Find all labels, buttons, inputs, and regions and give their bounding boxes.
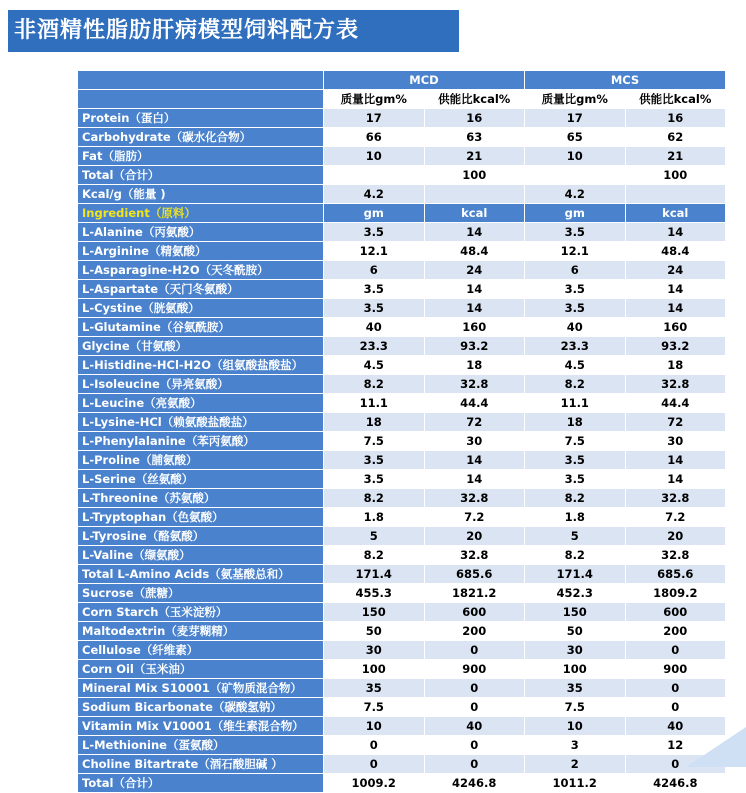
value-cell: 7.5 bbox=[324, 698, 425, 717]
value-cell: 0 bbox=[424, 641, 525, 660]
value-cell: 18 bbox=[324, 413, 425, 432]
value-cell: 40 bbox=[525, 318, 626, 337]
value-cell: 1.8 bbox=[525, 508, 626, 527]
value-cell: 3.5 bbox=[525, 280, 626, 299]
ingredient-header-label: Ingredient（原料） bbox=[78, 204, 324, 223]
value-cell: 40 bbox=[324, 318, 425, 337]
value-cell: 30 bbox=[525, 641, 626, 660]
value-cell: 3.5 bbox=[324, 470, 425, 489]
table-row bbox=[78, 223, 726, 242]
table-row bbox=[78, 698, 726, 717]
table-row bbox=[78, 109, 726, 128]
value-cell: 32.8 bbox=[424, 375, 525, 394]
row-label: Total（合计） bbox=[78, 166, 324, 185]
value-cell: 100 bbox=[424, 166, 525, 185]
value-cell: 14 bbox=[625, 299, 726, 318]
table-row bbox=[78, 641, 726, 660]
row-label: Carbohydrate（碳水化合物） bbox=[78, 128, 324, 147]
value-cell: 1.8 bbox=[324, 508, 425, 527]
value-cell: 66 bbox=[324, 128, 425, 147]
value-cell: 3.5 bbox=[324, 299, 425, 318]
table-row bbox=[78, 185, 726, 204]
value-cell: 5 bbox=[324, 527, 425, 546]
value-cell: 62 bbox=[625, 128, 726, 147]
value-cell: 4.2 bbox=[525, 185, 626, 204]
value-cell: 48.4 bbox=[625, 242, 726, 261]
table-row bbox=[78, 128, 726, 147]
value-cell: 18 bbox=[625, 356, 726, 375]
value-cell: 7.5 bbox=[525, 698, 626, 717]
value-cell: 5 bbox=[525, 527, 626, 546]
table-row bbox=[78, 622, 726, 641]
row-label: Sodium Bicarbonate（碳酸氢钠） bbox=[78, 698, 324, 717]
value-cell: 1009.2 bbox=[324, 774, 425, 793]
value-cell: 14 bbox=[424, 451, 525, 470]
value-cell: 3.5 bbox=[525, 470, 626, 489]
value-cell: 0 bbox=[424, 736, 525, 755]
row-label: Glycine（甘氨酸） bbox=[78, 337, 324, 356]
value-cell: 23.3 bbox=[525, 337, 626, 356]
value-cell: 0 bbox=[625, 679, 726, 698]
subheader-cell: 质量比gm% bbox=[525, 90, 626, 109]
row-label: L-Tryptophan（色氨酸） bbox=[78, 508, 324, 527]
value-cell: 17 bbox=[525, 109, 626, 128]
row-label: L-Arginine（精氨酸） bbox=[78, 242, 324, 261]
header-corner bbox=[78, 71, 324, 90]
value-cell: 10 bbox=[324, 147, 425, 166]
value-cell: 3.5 bbox=[324, 280, 425, 299]
row-label: L-Asparagine-H2O（天冬酰胺） bbox=[78, 261, 324, 280]
row-label: Total（合计） bbox=[78, 774, 324, 793]
value-cell: 63 bbox=[424, 128, 525, 147]
unit-cell: kcal bbox=[625, 204, 726, 223]
value-cell: 18 bbox=[525, 413, 626, 432]
row-label: L-Phenylalanine（苯丙氨酸） bbox=[78, 432, 324, 451]
row-label: L-Glutamine（谷氨酰胺） bbox=[78, 318, 324, 337]
value-cell: 100 bbox=[525, 660, 626, 679]
value-cell: 4246.8 bbox=[625, 774, 726, 793]
value-cell: 455.3 bbox=[324, 584, 425, 603]
row-label: Choline Bitartrate（酒石酸胆碱 ） bbox=[78, 755, 324, 774]
value-cell: 2 bbox=[525, 755, 626, 774]
value-cell: 6 bbox=[525, 261, 626, 280]
row-label: Vitamin Mix V10001（维生素混合物） bbox=[78, 717, 324, 736]
row-label: Corn Starch（玉米淀粉） bbox=[78, 603, 324, 622]
value-cell: 30 bbox=[324, 641, 425, 660]
value-cell: 40 bbox=[625, 717, 726, 736]
row-label: L-Lysine-HCl（赖氨酸盐酸盐） bbox=[78, 413, 324, 432]
value-cell: 3.5 bbox=[525, 451, 626, 470]
row-label: Maltodextrin（麦芽糊精） bbox=[78, 622, 324, 641]
value-cell: 452.3 bbox=[525, 584, 626, 603]
value-cell bbox=[324, 166, 425, 185]
value-cell: 4.5 bbox=[324, 356, 425, 375]
table-row bbox=[78, 508, 726, 527]
table-row bbox=[78, 679, 726, 698]
value-cell: 200 bbox=[424, 622, 525, 641]
value-cell: 11.1 bbox=[525, 394, 626, 413]
row-label: Mineral Mix S10001（矿物质混合物） bbox=[78, 679, 324, 698]
row-label: L-Valine（缬氨酸） bbox=[78, 546, 324, 565]
subheader-row bbox=[78, 90, 726, 109]
value-cell: 7.5 bbox=[324, 432, 425, 451]
value-cell: 900 bbox=[625, 660, 726, 679]
value-cell: 14 bbox=[625, 280, 726, 299]
ingredient-section bbox=[78, 223, 726, 793]
value-cell: 7.5 bbox=[525, 432, 626, 451]
value-cell: 24 bbox=[424, 261, 525, 280]
value-cell: 32.8 bbox=[625, 546, 726, 565]
value-cell: 12 bbox=[625, 736, 726, 755]
value-cell: 7.2 bbox=[424, 508, 525, 527]
value-cell bbox=[625, 185, 726, 204]
value-cell: 20 bbox=[625, 527, 726, 546]
value-cell: 200 bbox=[625, 622, 726, 641]
row-label: L-Tyrosine（酪氨酸） bbox=[78, 527, 324, 546]
value-cell: 4246.8 bbox=[424, 774, 525, 793]
value-cell: 0 bbox=[424, 755, 525, 774]
value-cell: 1011.2 bbox=[525, 774, 626, 793]
row-label: Protein（蛋白） bbox=[78, 109, 324, 128]
table-row bbox=[78, 432, 726, 451]
value-cell: 21 bbox=[424, 147, 525, 166]
value-cell: 8.2 bbox=[525, 489, 626, 508]
value-cell: 3.5 bbox=[324, 223, 425, 242]
table-row bbox=[78, 451, 726, 470]
value-cell: 65 bbox=[525, 128, 626, 147]
group-header-mcd: MCD bbox=[324, 71, 525, 90]
value-cell: 48.4 bbox=[424, 242, 525, 261]
row-label: Cellulose（纤维素） bbox=[78, 641, 324, 660]
row-label: L-Alanine（丙氨酸） bbox=[78, 223, 324, 242]
value-cell: 14 bbox=[424, 299, 525, 318]
value-cell: 4.5 bbox=[525, 356, 626, 375]
row-label: L-Aspartate（天门冬氨酸） bbox=[78, 280, 324, 299]
value-cell: 685.6 bbox=[625, 565, 726, 584]
unit-cell: gm bbox=[324, 204, 425, 223]
value-cell: 93.2 bbox=[625, 337, 726, 356]
group-header-row bbox=[78, 71, 726, 90]
table-row bbox=[78, 717, 726, 736]
row-label: Kcal/g（能量 ) bbox=[78, 185, 324, 204]
page-title: 非酒精性脂肪肝病模型饲料配方表 bbox=[8, 10, 459, 52]
value-cell: 32.8 bbox=[424, 546, 525, 565]
ingredient-header-section bbox=[78, 204, 726, 223]
value-cell: 12.1 bbox=[324, 242, 425, 261]
subheader-cell: 供能比kcal% bbox=[625, 90, 726, 109]
row-label: L-Threonine（苏氨酸） bbox=[78, 489, 324, 508]
row-label: L-Histidine-HCl-H2O（组氨酸盐酸盐） bbox=[78, 356, 324, 375]
value-cell: 32.8 bbox=[625, 489, 726, 508]
value-cell: 24 bbox=[625, 261, 726, 280]
value-cell: 10 bbox=[525, 147, 626, 166]
table-row bbox=[78, 489, 726, 508]
row-label: Total L-Amino Acids（氨基酸总和） bbox=[78, 565, 324, 584]
value-cell: 3.5 bbox=[324, 451, 425, 470]
row-label: L-Proline（脯氨酸） bbox=[78, 451, 324, 470]
value-cell: 100 bbox=[625, 166, 726, 185]
value-cell: 160 bbox=[424, 318, 525, 337]
value-cell: 23.3 bbox=[324, 337, 425, 356]
table-row bbox=[78, 584, 726, 603]
value-cell: 35 bbox=[324, 679, 425, 698]
table-row bbox=[78, 318, 726, 337]
value-cell: 11.1 bbox=[324, 394, 425, 413]
value-cell: 6 bbox=[324, 261, 425, 280]
table-row bbox=[78, 470, 726, 489]
unit-cell: gm bbox=[525, 204, 626, 223]
value-cell: 8.2 bbox=[324, 375, 425, 394]
value-cell: 21 bbox=[625, 147, 726, 166]
value-cell: 171.4 bbox=[324, 565, 425, 584]
subheader-cell: 供能比kcal% bbox=[424, 90, 525, 109]
value-cell: 160 bbox=[625, 318, 726, 337]
summary-section bbox=[78, 109, 726, 204]
value-cell: 14 bbox=[625, 451, 726, 470]
row-label: L-Serine（丝氨酸） bbox=[78, 470, 324, 489]
value-cell: 40 bbox=[424, 717, 525, 736]
value-cell bbox=[525, 166, 626, 185]
value-cell: 14 bbox=[424, 223, 525, 242]
table-row bbox=[78, 565, 726, 584]
value-cell: 0 bbox=[625, 641, 726, 660]
value-cell: 0 bbox=[324, 736, 425, 755]
value-cell: 100 bbox=[324, 660, 425, 679]
value-cell: 8.2 bbox=[324, 546, 425, 565]
table-row bbox=[78, 337, 726, 356]
table-row bbox=[78, 375, 726, 394]
value-cell: 16 bbox=[424, 109, 525, 128]
value-cell: 0 bbox=[424, 679, 525, 698]
row-label: L-Cystine（胱氨酸） bbox=[78, 299, 324, 318]
table-row bbox=[78, 755, 726, 774]
value-cell: 44.4 bbox=[625, 394, 726, 413]
ingredient-header-row bbox=[78, 204, 726, 223]
value-cell: 0 bbox=[424, 698, 525, 717]
value-cell: 17 bbox=[324, 109, 425, 128]
value-cell: 30 bbox=[625, 432, 726, 451]
value-cell: 72 bbox=[625, 413, 726, 432]
table-row bbox=[78, 546, 726, 565]
value-cell: 900 bbox=[424, 660, 525, 679]
table-row bbox=[78, 242, 726, 261]
value-cell: 14 bbox=[424, 470, 525, 489]
unit-cell: kcal bbox=[424, 204, 525, 223]
value-cell: 14 bbox=[625, 223, 726, 242]
value-cell: 50 bbox=[525, 622, 626, 641]
value-cell: 18 bbox=[424, 356, 525, 375]
table-row bbox=[78, 603, 726, 622]
value-cell: 171.4 bbox=[525, 565, 626, 584]
value-cell: 20 bbox=[424, 527, 525, 546]
table-row bbox=[78, 299, 726, 318]
value-cell: 72 bbox=[424, 413, 525, 432]
table-row bbox=[78, 356, 726, 375]
value-cell: 0 bbox=[625, 698, 726, 717]
table-row bbox=[78, 413, 726, 432]
value-cell: 600 bbox=[625, 603, 726, 622]
value-cell: 4.2 bbox=[324, 185, 425, 204]
table-row bbox=[78, 147, 726, 166]
table-row bbox=[78, 774, 726, 793]
table-row bbox=[78, 166, 726, 185]
table-row bbox=[78, 280, 726, 299]
table-row bbox=[78, 527, 726, 546]
value-cell: 3 bbox=[525, 736, 626, 755]
value-cell: 30 bbox=[424, 432, 525, 451]
value-cell: 150 bbox=[324, 603, 425, 622]
value-cell: 3.5 bbox=[525, 299, 626, 318]
value-cell: 600 bbox=[424, 603, 525, 622]
value-cell: 32.8 bbox=[625, 375, 726, 394]
value-cell: 14 bbox=[625, 470, 726, 489]
group-header-mcs: MCS bbox=[525, 71, 726, 90]
value-cell: 150 bbox=[525, 603, 626, 622]
value-cell: 0 bbox=[625, 755, 726, 774]
row-label: Sucrose（蔗糖） bbox=[78, 584, 324, 603]
table-row bbox=[78, 261, 726, 280]
row-label: L-Methionine（蛋氨酸） bbox=[78, 736, 324, 755]
value-cell: 16 bbox=[625, 109, 726, 128]
subheader-cell: 质量比gm% bbox=[324, 90, 425, 109]
subheader-corner bbox=[78, 90, 324, 109]
value-cell: 8.2 bbox=[525, 375, 626, 394]
row-label: Corn Oil（玉米油） bbox=[78, 660, 324, 679]
value-cell: 8.2 bbox=[324, 489, 425, 508]
table-row bbox=[78, 660, 726, 679]
value-cell: 10 bbox=[324, 717, 425, 736]
row-label: L-Isoleucine（异亮氨酸） bbox=[78, 375, 324, 394]
formula-table bbox=[77, 70, 726, 793]
value-cell: 0 bbox=[324, 755, 425, 774]
value-cell bbox=[424, 185, 525, 204]
value-cell: 8.2 bbox=[525, 546, 626, 565]
value-cell: 12.1 bbox=[525, 242, 626, 261]
value-cell: 32.8 bbox=[424, 489, 525, 508]
table-row bbox=[78, 394, 726, 413]
value-cell: 44.4 bbox=[424, 394, 525, 413]
corner-decoration bbox=[686, 727, 746, 767]
value-cell: 685.6 bbox=[424, 565, 525, 584]
value-cell: 50 bbox=[324, 622, 425, 641]
table-row bbox=[78, 736, 726, 755]
value-cell: 35 bbox=[525, 679, 626, 698]
value-cell: 10 bbox=[525, 717, 626, 736]
value-cell: 14 bbox=[424, 280, 525, 299]
value-cell: 93.2 bbox=[424, 337, 525, 356]
value-cell: 1821.2 bbox=[424, 584, 525, 603]
value-cell: 3.5 bbox=[525, 223, 626, 242]
row-label: L-Leucine（亮氨酸） bbox=[78, 394, 324, 413]
value-cell: 7.2 bbox=[625, 508, 726, 527]
value-cell: 1809.2 bbox=[625, 584, 726, 603]
row-label: Fat（脂肪） bbox=[78, 147, 324, 166]
